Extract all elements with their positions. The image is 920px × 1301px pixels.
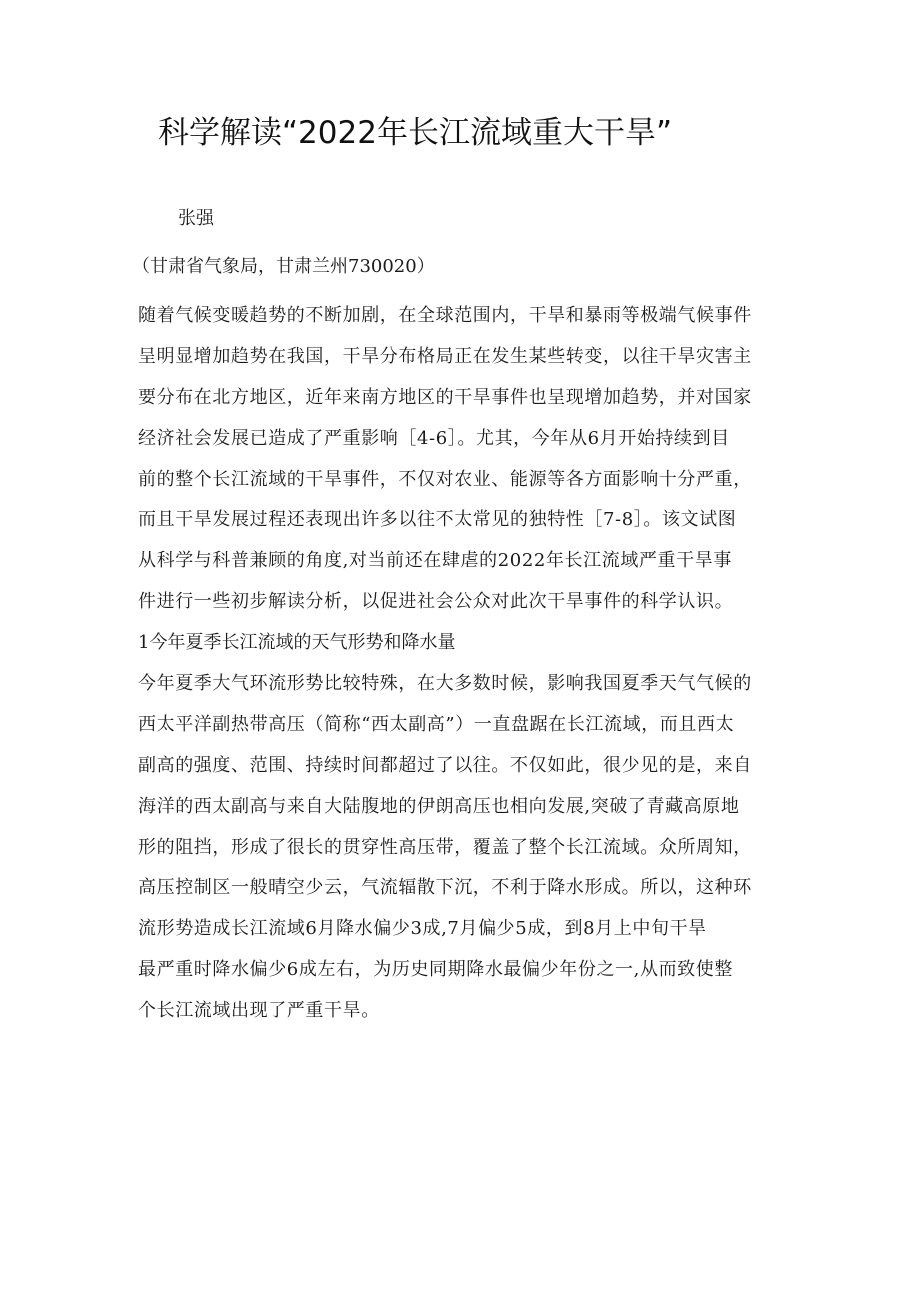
paragraph-2-line: 流形势造成长江流域6月降水偏少3成,7月偏少5成，到8月上中旬干旱: [138, 918, 707, 940]
paragraph-1-line: 经济社会发展已造成了严重影响［4-6］。尤其，今年从6月开始持续到目: [138, 427, 730, 449]
author-affiliation: （甘肃省气象局，甘肃兰州730020）: [132, 256, 435, 277]
paragraph-2-line: 个长江流域出现了严重干旱。: [138, 1000, 380, 1022]
paragraph-2-line: 今年夏季大气环流形势比较特殊，在大多数时候，影响我国夏季天气气候的: [138, 673, 752, 695]
author-name: 张强: [178, 208, 214, 229]
section-1-heading: 1今年夏季长江流域的天气形势和降水量: [138, 632, 456, 654]
paragraph-1-line: 要分布在北方地区，近年来南方地区的干旱事件也呈现增加趋势，并对国家: [138, 386, 752, 408]
paragraph-2-line: 最严重时降水偏少6成左右，为历史同期降水最偏少年份之一,从而致使整: [138, 959, 733, 981]
paragraph-1-line: 呈明显增加趋势在我国，干旱分布格局正在发生某些转变，以往干旱灾害主: [138, 345, 752, 367]
paragraph-2-line: 西太平洋副热带高压（简称“西太副高”）一直盘踞在长江流域，而且西太: [138, 713, 735, 735]
paragraph-2-line: 海洋的西太副高与来自大陆腹地的伊朗高压也相向发展,突破了青藏高原地: [138, 795, 740, 817]
paragraph-1-line: 而且干旱发展过程还表现出许多以往不太常见的独特性［7-8］。该文试图: [138, 509, 737, 531]
paragraph-1-line: 随着气候变暖趋势的不断加剧，在全球范围内，干旱和暴雨等极端气候事件: [138, 305, 752, 326]
paragraph-1-line: 前的整个长江流域的干旱事件，不仅对农业、能源等各方面影响十分严重，: [138, 468, 752, 490]
paragraph-1-line: 件进行一些初步解读分析，以促进社会公众对此次干旱事件的科学认识。: [138, 591, 734, 613]
paragraph-2-line: 形的阻挡，形成了很长的贯穿性高压带，覆盖了整个长江流域。众所周知，: [138, 836, 752, 858]
paragraph-1-line: 从科学与科普兼顾的角度,对当前还在肆虐的2022年长江流域严重干旱事: [138, 550, 732, 572]
document-title: 科学解读“2022年长江流域重大干旱”: [158, 115, 673, 151]
paragraph-2-line: 高压控制区一般晴空少云，气流辐散下沉，不利于降水形成。所以，这种环: [138, 877, 752, 899]
body-text: [138, 296, 818, 1032]
paragraph-2-line: 副高的强度、范围、持续时间都超过了以往。不仅如此，很少见的是，来自: [138, 754, 752, 776]
